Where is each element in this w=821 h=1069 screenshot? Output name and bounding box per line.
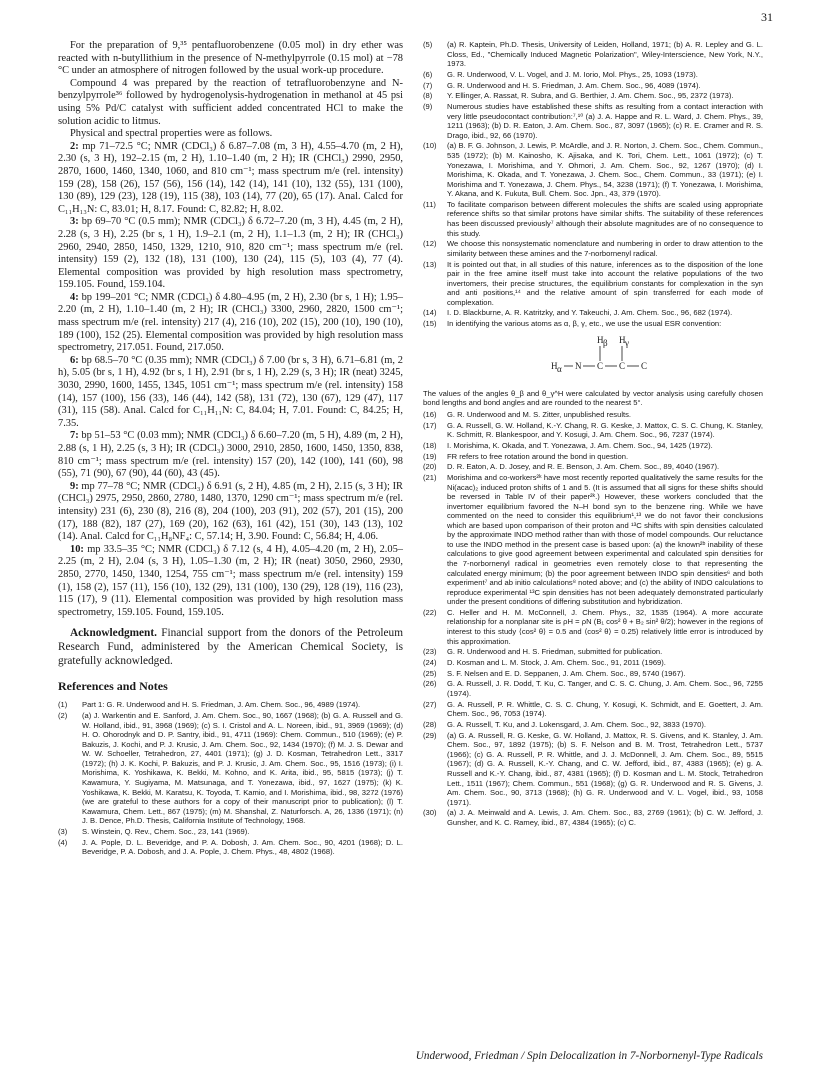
reference-text: I. Morishima, K. Okada, and T. Yonezawa, J. Am. Chem. Soc., 94, 1425 (1972).	[447, 440, 713, 450]
compound-properties: mp 77–78 °C; NMR (CDCl₃) δ 6.91 (s, 2 H), 4.85 (m, 2 H), 2.15 (s, 3 H); IR (CHCl₃) 2975, 2950, 2860, 2780, 1480, 1370, 1290 cm⁻¹; mass spectrum m/e (rel. intensity) 231 (6), 230 (8), 216 (8), 204 (100), 203 (91), 202 (57), 201 (15), 200 (17), 188 (82), 187 (27), 169 (20), 162 (63), 161 (42), 151 (30), 143 (13), 102 (14). Anal. Calcd for C₁₁H₈NF₄: C, 57.14; H, 3.90. Found: C, 56.84; H, 4.06.	[58, 480, 403, 543]
reference-item	[58, 838, 403, 857]
reference-number: (16)	[423, 409, 437, 419]
reference-item	[423, 658, 763, 668]
reference-number: (22)	[423, 607, 437, 617]
reference-list-left	[58, 700, 403, 856]
reference-item	[423, 40, 763, 69]
structure-c-alpha: C	[597, 360, 604, 371]
compound-properties: bp 69–70 °C (0.5 mm); NMR (CDCl₃) δ 6.72–7.20 (m, 3 H), 4.45 (m, 2 H), 2.28 (s, 3 H), 2.25 (br s, 1 H), 1.9–2.1 (m, 2 H), 1.1–1.3 (m, 2 H); IR (CHCl₃) 2960, 2940, 2850, 1450, 1329, 1210, 910, 820 cm⁻¹; mass spectrum m/e (rel. intensity) 159 (2), 132 (18), 131 (100), 130 (24), 115 (5), 103 (4), 77 (4). Elemental composition was provided by high resolution mass spectrometry, 159.105. Found, 159.104.	[58, 216, 404, 291]
reference-item	[423, 473, 763, 607]
reference-item	[423, 410, 763, 420]
reference-number: (1)	[58, 700, 68, 710]
compound-label: 2:	[70, 140, 79, 152]
reference-number: (8)	[423, 91, 433, 101]
reference-text: We choose this nonsystematic nomenclature and numbering in order to draw attention to the similarity between these amines and the 7-norbornenyl radical.	[447, 239, 763, 258]
compound-label: 10:	[70, 543, 84, 555]
reference-item	[58, 711, 403, 826]
reference-text: S. Winstein, Q. Rev., Chem. Soc., 23, 141 (1969).	[82, 826, 250, 836]
right-column	[423, 40, 763, 829]
reference-item	[58, 827, 403, 837]
reference-text: G. R. Underwood, V. L. Vogel, and J. M. Iorio, Mol. Phys., 25, 1093 (1973).	[447, 69, 698, 79]
esr-convention-structure	[423, 331, 763, 389]
compound-properties: mp 71–72.5 °C; NMR (CDCl₃) δ 6.87–7.08 (m, 3 H), 4.55–4.70 (m, 2 H), 2.30 (s, 3 H), 192–2.15 (m, 2 H), 1.10–1.40 (m, 2 H); IR (CHCl₃) 2990, 2950, 2870, 1600, 1460, 1340, 1060, and 810 cm⁻¹; mass spectrum m/e (rel. intensity) 159 (28), 158 (26), 157 (56), 156 (14), 142 (14), 141 (10), 132 (55), 131 (100), 130 (89), 129 (23), 128 (19), 115 (38), 103 (14), 77 (20), 65 (17). Anal. Calcd for C₁₁H₁₃N: C, 83.01; H, 8.17. Found: C, 82.82; H, 8.02.	[58, 140, 403, 215]
reference-item	[423, 731, 763, 807]
compound-entry	[58, 355, 403, 431]
reference-item	[423, 700, 763, 719]
reference-text: C. Heller and H. M. McConnell, J. Chem. Phys., 32, 1535 (1964). A more accurate relationship for a nonplanar site is ρH = ρN (B₁ cos² θ + B₂ sin² θ/2); however in the regions of interest to this study ⟨cos² θ⟩ = 0.5 and ⟨cos² θ⟩ = 0.25) relatively little error is introduced by this approximation.	[447, 607, 763, 646]
compound-entry	[58, 544, 403, 620]
reference-item	[423, 808, 763, 827]
compound-entry	[58, 216, 403, 292]
reference-item	[423, 608, 763, 646]
structure-h-gamma-top: H	[619, 334, 626, 345]
compound-label: 3:	[70, 216, 79, 228]
reference-number: (9)	[423, 102, 433, 112]
reference-text: Part 1: G. R. Underwood and H. S. Friedman, J. Am. Chem. Soc., 96, 4989 (1974).	[82, 700, 361, 710]
reference-number: (12)	[423, 239, 437, 249]
reference-number: (3)	[58, 826, 68, 836]
structure-beta-subscript: β	[603, 337, 608, 348]
reference-text: G. R. Underwood and H. S. Friedman, J. Am. Chem. Soc., 96, 4089 (1974).	[447, 80, 701, 90]
reference-text: G. A. Russell, J. R. Dodd, T. Ku, C. Tanger, and C. S. C. Chung, J. Am. Chem. Soc., 96, 7255 (1974).	[447, 679, 763, 699]
compound-entry	[58, 141, 403, 217]
reference-number: (5)	[423, 40, 433, 49]
reference-number: (27)	[423, 699, 437, 709]
reference-text: G. R. Underwood and M. S. Zitter, unpublished results.	[447, 409, 632, 419]
structure-h-beta-top: H	[597, 334, 604, 345]
reference-number: (14)	[423, 308, 437, 318]
reference-text: S. F. Nelsen and E. D. Seppanen, J. Am. Chem. Soc., 89, 5740 (1967).	[447, 668, 686, 678]
reference-item	[423, 319, 763, 329]
reference-item	[423, 91, 763, 101]
compound-entry	[58, 430, 403, 480]
compound-label: 7:	[70, 430, 79, 442]
reference-text: G. A. Russell, P. R. Whittle, C. S. C. Chung, Y. Kosugi, K. Schmidt, and E. Goettert, J. Am. Chem. Soc., 96, 7053 (1974).	[447, 699, 763, 719]
compound-label: 4:	[70, 291, 79, 303]
reference-number: (6)	[423, 69, 433, 79]
reference-text: (a) J. Warkentin and E. Sanford, J. Am. Chem. Soc., 90, 1667 (1968); (b) G. A. Russell and G. W. Holland, ibid., 91, 3968 (1969); (c) S. I. Cristol and A. L. Noreen, ibid., 91, 3969 (1969); (d) H. O. Ohorodnyk and D. P. Santry, ibid., 91, 4711 (1969): Chem. Commun., 510 (1969); (e) P. Bakuzis, J. Kochi, and P. J. Krusic, J. Am. Chem. Soc., 92, 1434 (1970); (f) M. J. S. Dewar and W. W. Schoeller, Tetrahedron, 27, 4401 (1971); (g) J. D. Kosman, Tetrahedron Lett., 3317 (1972); (h) J. K. Kochi, P. Bakuzis, and P. J. Krusic, J. Am. Chem. Soc., 95, 1516 (1973); (i) I. Morishima, K. Yoshikawa, K. Bekki, M. Kohno, and K. Arita, ibid., 95, 5815 (1973); (j) T. Kawamura, Y. Sugiyama, M. Matsunaga, and T. Yonezawa, ibid., 97, 1627 (1975); (k) K. Yoshikawa, K. Bekki, M. Karatsu, K. Toyoda, T. Kamio, and I. Morishima, ibid., 98, 3272 (1976) (we are grateful to these authors for a copy of their manuscript prior to publication); (l) T. Kawamura, Chem. Lett., 867 (1975); (m) M. Shanshal, Z. Naturforsch. A, 26, 1336 (1971); (n) J. B. Dence, Ph.D. Thesis, California Institute of Technology, 1968.	[82, 711, 403, 826]
structure-gamma-subscript: γ	[625, 337, 629, 348]
reference-text: In identifying the various atoms as α, β, γ, etc., we use the usual ESR convention:	[447, 319, 722, 329]
intro-paragraph: Physical and spectral properties were as follows.	[70, 128, 273, 140]
intro-paragraph: Compound 4 was prepared by the reaction of tetrafluorobenzyne and N-benzylpyrrole³⁶ followed by hydrogenolysis-hydrogenation in methanol at 45 psi using 5% Pd/C catalyst with sufficient added concentrated HCl to make the solution acidic to litmus.	[58, 77, 403, 127]
reference-text: (a) B. F. G. Johnson, J. Lewis, P. McArdle, and J. R. Norton, J. Chem. Soc., Chem. Commun., 535 (1972); (b) M. Kainosho, K. Ajisaka, and K. Tori, Chem. Lett., 1061 (1972); (c) T. Yonezawa, I. Morishima, and Y. Ohmori, J. Am. Chem. Soc., 92, 1267 (1970); (d) I. Morishima, K. Okada, and T. Yonezawa, J. Chem. Soc., Chem. Commun., 33 (1971); (e) I. Morishima and T. Yonezawa, J. Chem. Phys., 54, 3238 (1971); (f) T. Yonezawa, I. Morishima, Y. Akana, and K. Fukuta, Bull. Chem. Soc. Jpn., 43, 379 (1970).	[447, 141, 763, 199]
reference-number: (10)	[423, 141, 437, 151]
structure-h-alpha: H	[551, 360, 558, 371]
reference-item	[423, 647, 763, 657]
reference-text: (a) J. A. Meinwald and A. Lewis, J. Am. Chem. Soc., 83, 2769 (1961); (b) C. W. Jefford, J. Gunsher, and K. C. Ramey, ibid., 87, 4384 (1965); (c) C.	[447, 808, 763, 827]
reference-text: Numerous studies have established these shifts as resulting from a contact interaction with very little pseudocontact contribution:⁷,¹⁰ (a) J. A. Happe and R. L. Ward, J. Chem. Phys., 39, 1211 (1963); (b) D. R. Eaton, J. Am. Chem. Soc., 87, 3097 (1965); (c) R. E. Cramer and R. S. Drago, ibid., 92, 66 (1970).	[447, 102, 763, 140]
reference-text: G. A. Russell, T. Ku, and J. Lokensgard, J. Am. Chem. Soc., 92, 3833 (1970).	[447, 720, 707, 730]
reference-number: (28)	[423, 720, 437, 730]
compound-label: 9:	[70, 480, 79, 492]
structure-caption: The values of the angles θ_β and θ_γ^H were calculated by vector analysis using carefully chosen bond lengths and bond angles and are rounded to the nearest 5°.	[423, 388, 763, 408]
reference-number: (20)	[423, 462, 437, 472]
reference-item	[58, 700, 403, 710]
acknowledgment-text: Financial support from the donors of the Petroleum Research Fund, administered by the American Chemical Society, is gratefully acknowledged.	[58, 627, 403, 667]
reference-number: (25)	[423, 668, 437, 678]
reference-text: (a) G. A. Russell, R. G. Keske, G. W. Holland, J. Mattox, R. S. Givens, and K. Stanley, J. Am. Chem. Soc., 97, 1892 (1975); (b) S. F. Nelson and B. M. Trost, Tetrahedron Lett., 5737 (1966); (c) G. A. Russell, P. R. Whittle, and J. J. McDonnell, J. Am. Chem. Soc., 89, 5515 (1967); (d) G. A. Russell, K.-Y. Chang, and C. W. Jefford, ibid., 87, 4383 (1965); (e) g. A. Russell and K.-Y. Chang, ibid., 87, 4381 (1965); (f) D. Kosman and L. M. Stock, Tetrahedron Lett., 1511 (1967); Chem. Commun., 551 (1968); (g) G. R. Underwood and R. S. Givens, J. Am. Chem. Soc., 90, 3713 (1968); (h) G. R. Underwood and V. L. Vogel, ibid., 93, 1058 (1971).	[447, 730, 763, 807]
reference-text: D. R. Eaton, A. D. Josey, and R. E. Benson, J. Am. Chem. Soc., 89, 4040 (1967).	[447, 462, 720, 472]
reference-item	[423, 260, 763, 308]
reference-item	[423, 421, 763, 440]
reference-list-right-b	[423, 410, 763, 828]
reference-number: (13)	[423, 259, 437, 269]
reference-text: FR refers to free rotation around the bond in question.	[447, 451, 629, 461]
reference-number: (7)	[423, 80, 433, 90]
reference-number: (15)	[423, 319, 437, 329]
reference-text: G. A. Russell, G. W. Holland, K.-Y. Chang, R. G. Keske, J. Mattox, C. S. C. Chung, K. Stanley, K. Schmitt, R. Blankespoor, and Y. Kosugi, J. Am. Chem. Soc., 96, 7237 (1974).	[447, 420, 763, 440]
reference-text: Y. Ellinger, A. Rassat, R. Subra, and G. Berthier, J. Am. Chem. Soc., 95, 2372 (1973).	[447, 91, 734, 101]
running-footer: Underwood, Friedman / Spin Delocalization in 7-Norbornenyl-Type Radicals	[415, 1050, 763, 1062]
reference-item	[423, 462, 763, 472]
reference-item	[423, 81, 763, 91]
reference-text: I. D. Blackburne, A. R. Katritzky, and Y. Takeuchi, J. Am. Chem. Soc., 96, 682 (1974).	[447, 308, 733, 318]
compound-entry	[58, 481, 403, 544]
acknowledgment-title: Acknowledgment.	[70, 627, 157, 640]
reference-number: (21)	[423, 473, 437, 483]
references-heading: References and Notes	[58, 679, 168, 694]
structure-alpha-subscript: α	[557, 363, 562, 374]
reference-number: (23)	[423, 647, 437, 657]
reference-number: (19)	[423, 451, 437, 461]
reference-item	[423, 200, 763, 238]
reference-list-right-a	[423, 40, 763, 329]
reference-item	[423, 141, 763, 198]
left-column	[58, 40, 403, 858]
compound-label: 6:	[70, 354, 79, 366]
reference-number: (29)	[423, 730, 437, 740]
reference-item	[423, 720, 763, 730]
acknowledgment	[58, 627, 403, 668]
reference-text: D. Kosman and L. M. Stock, J. Am. Chem. Soc., 91, 2011 (1969).	[447, 658, 666, 667]
reference-number: (30)	[423, 808, 437, 818]
reference-number: (11)	[423, 199, 436, 209]
reference-number: (26)	[423, 679, 437, 689]
reference-item	[423, 308, 763, 318]
reference-item	[423, 70, 763, 80]
structure-c-beta: C	[619, 360, 626, 371]
reference-number: (2)	[58, 711, 68, 721]
reference-item	[423, 239, 763, 258]
intro-paragraph: For the preparation of 9,³⁵ pentafluorobenzene (0.05 mol) in dry ether was reacted with n-butyllithium in the presence of N-methylpyrrole (0.15 mol) at −78 °C under an atmosphere of nitrogen followed by the usual work-up procedure.	[58, 40, 403, 77]
reference-item	[423, 102, 763, 140]
structure-n-atom: N	[575, 360, 582, 371]
structure-c-gamma: C	[641, 360, 648, 371]
reference-text: Morishima and co-workers²ᵏ have most recently reported qualitatively the same results for the Ni(acac)₂ induced proton shifts of 1 and 5. (It is assumed that all signs for these shifts should be reversed in Table IV of their paper²ᵏ.) However, these workers concluded that the invertomer equilibrium favored the N–H bond syn to the benzene ring. While we have commented on the need to consider this equilibrium¹,¹³ we do not favor their conclusions which are based upon comparison of their proton and ¹³C shifts with spin densities calculated by the approximate INDO method rather than with those of model compounds. Our reluctance to use the INDO method in the present case is based upon: (a) the known²ᵇ inability of these calculations to give good agreement between experimental and calculated spin densities for the 7-norbornenyl radical in geometries even remotely close to that representing the calculated energy minimum; (b) the poor agreement between INDO spin densities⁶ and both experiment⁷ and ab initio calculations⁸ noted above; and (c) the ability of INDO calculations to reproduce experimental ¹³C spin densities has not been adequately demonstrated particularly under the present conditions of differing substitution and hybridization.	[447, 473, 763, 607]
compound-properties: bp 51–53 °C (0.03 mm); NMR (CDCl₃) δ 6.60–7.20 (m, 5 H), 4.89 (m, 2 H), 2.88 (s, 1 H), 2.25 (s, 3 H); IR (CDCl₃) 3000, 2910, 2850, 1600, 1450, 1350, 838, 810 cm⁻¹; mass spectrum m/e (rel. intensity) 157 (20), 142 (100), 141 (60), 98 (55), 71 (90), 67 (90), 44 (60), 43 (45).	[58, 430, 403, 480]
reference-item	[423, 452, 763, 462]
compound-properties: bp 68.5–70 °C (0.35 mm); NMR (CDCl₃) δ 7.00 (br s, 3 H), 6.71–6.81 (m, 2 h), 5.05 (br s, 1 H), 4.92 (br s, 1 H), 2.91 (br s, 1 H), 2.29 (s, 3 H); IR (neat) 3245, 3030, 2990, 1600, 1455, 1345, 1051 cm⁻¹; mass spectrum m/e (rel. intensity) 158 (14), 157 (100), 156 (33), 146 (44), 142 (58), 131 (72), 130 (67), 129 (47), 117 (31), 115 (58). Anal. Calcd for C₁₁H₁₁N: C, 84.04; H, 7.01. Found: C, 84.25; H, 7.35.	[58, 354, 403, 429]
reference-text: J. A. Pople, D. L. Beveridge, and P. A. Dobosh, J. Am. Chem. Soc., 90, 4201 (1968); D. L. Beveridge, P. A. Dobosh, and J. A. Pople, J. Chem. Phys., 48, 4802 (1968).	[82, 837, 403, 857]
reference-number: (17)	[423, 420, 437, 430]
reference-number: (18)	[423, 440, 437, 450]
reference-item	[423, 669, 763, 679]
compound-properties: bp 199–201 °C; NMR (CDCl₃) δ 4.80–4.95 (m, 2 H), 2.30 (br s, 1 H); 1.95–2.20 (m, 2 H), 1.10–1.40 (m, 2 H); IR (CHCl₃) 3300, 2960, 2820, 1500 cm⁻¹; mass spectrum m/e (rel. intensity) 217 (4), 216 (10), 202 (15), 200 (10), 190 (10), 189 (100), 152 (25). Elemental composition was provided by high resolution mass spectrometry, 217.051. Found, 217.050.	[58, 291, 403, 354]
page-number: 31	[761, 10, 773, 24]
reference-text: G. R. Underwood and H. S. Friedman, submitted for publication.	[447, 647, 663, 657]
reference-text: (a) R. Kaptein, Ph.D. Thesis, University of Leiden, Holland, 1971; (b) A. R. Lepley and G. L. Closs, Ed., "Chemically Induced Magnetic Polarization", Wiley-Interscience, New York, N.Y., 1973.	[447, 40, 763, 69]
reference-item	[423, 679, 763, 698]
compound-entry	[58, 292, 403, 355]
reference-number: (4)	[58, 837, 68, 847]
reference-item	[423, 441, 763, 451]
compound-data-list	[58, 141, 403, 620]
compound-properties: mp 33.5–35 °C; NMR (CDCl₃) δ 7.12 (s, 4 H), 4.05–4.20 (m, 2 H), 2.05–2.25 (m, 2 H), 2.04 (s, 3 H), 1.05–1.30 (m, 2 H); IR (neat) 3050, 2960, 2930, 2850, 2770, 1450, 1340, 1254, 755 cm⁻¹; mass spectrum m/e (rel. intensity) 159 (1), 158 (2), 157 (11), 156 (10), 132 (29), 131 (100), 130 (29), 128 (19), 116 (23), 115 (17), 9 (11). Elemental composition was provided by high resolution mass spectrometry, 159.105. Found, 159.105.	[58, 543, 403, 618]
reference-text: To facilitate comparison between different molecules the shifts are scaled using appropriate reference shifts so that similar protons have similar shifts. The suitability of these references has been discussed previously⁷ although their absolute magnitudes are of no consequence to this study.	[447, 199, 763, 238]
reference-text: It is pointed out that, in all studies of this nature, inferences as to the disposition of the lone pair in the free amine itself must take into account the relative populations of the two invertomers, their precise structures, the equilibrium constants for complexation in the syn and anti positions,¹⁴ and the relative amount of spin transferred for each mode of complexation.	[447, 259, 763, 307]
structure-diagram	[513, 331, 673, 389]
reference-number: (24)	[423, 658, 437, 667]
